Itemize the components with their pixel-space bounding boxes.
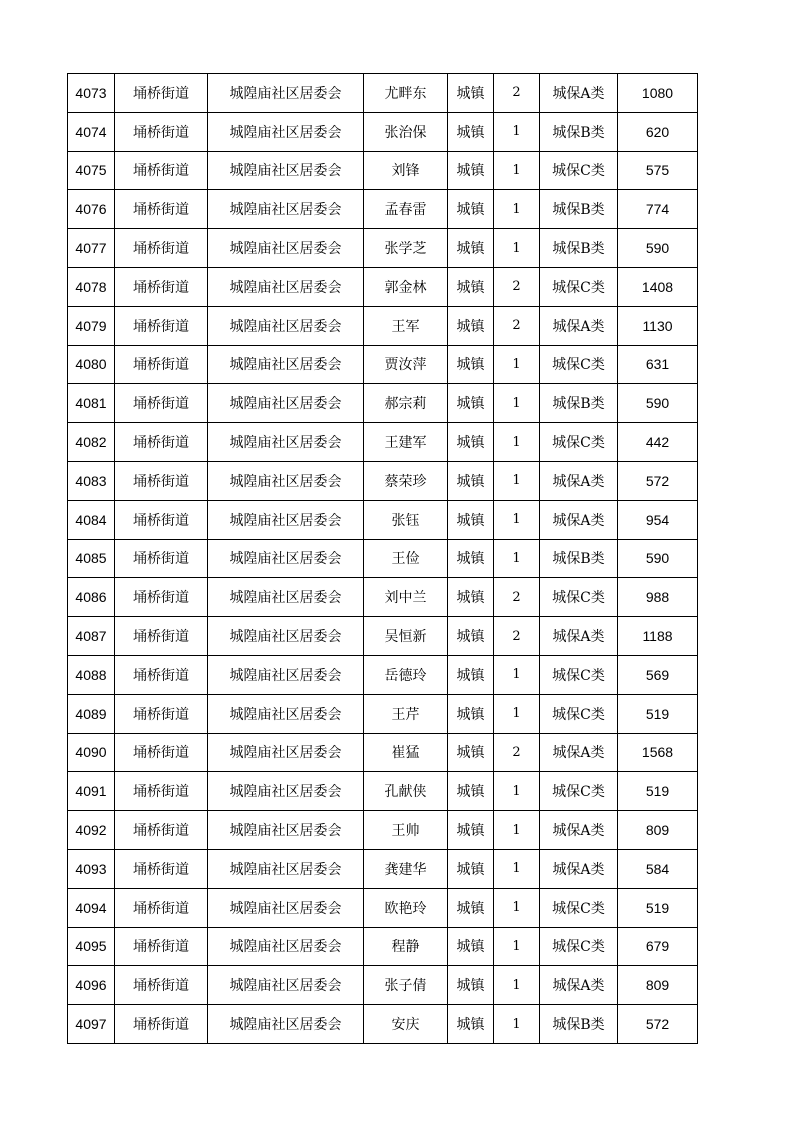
category-cell: 城保C类 [540,927,618,966]
category-cell: 城保A类 [540,617,618,656]
category-cell: 城保B类 [540,190,618,229]
table-row [68,888,698,927]
community-cell: 城隍庙社区居委会 [208,345,364,384]
row-id-cell: 4091 [68,772,115,811]
row-id-cell: 4074 [68,112,115,151]
community-cell: 城隍庙社区居委会 [208,578,364,617]
row-id-cell: 4084 [68,500,115,539]
name-cell: 尤畔东 [364,74,448,113]
household-count-cell: 1 [494,849,540,888]
amount-cell: 631 [618,345,698,384]
row-id-cell: 4081 [68,384,115,423]
area-type-cell: 城镇 [448,849,494,888]
category-cell: 城保A类 [540,74,618,113]
records-table [67,73,698,1044]
amount-cell: 679 [618,927,698,966]
area-type-cell: 城镇 [448,112,494,151]
household-count-cell: 1 [494,966,540,1005]
category-cell: 城保A类 [540,461,618,500]
table-row [68,423,698,462]
area-type-cell: 城镇 [448,384,494,423]
table-row [68,811,698,850]
amount-cell: 774 [618,190,698,229]
street-cell: 埇桥街道 [115,694,208,733]
category-cell: 城保A类 [540,500,618,539]
area-type-cell: 城镇 [448,694,494,733]
street-cell: 埇桥街道 [115,229,208,268]
table-body [68,74,698,1044]
name-cell: 刘中兰 [364,578,448,617]
amount-cell: 572 [618,1005,698,1044]
area-type-cell: 城镇 [448,500,494,539]
table-row [68,74,698,113]
community-cell: 城隍庙社区居委会 [208,306,364,345]
household-count-cell: 1 [494,888,540,927]
row-id-cell: 4078 [68,267,115,306]
household-count-cell: 1 [494,694,540,733]
name-cell: 张治保 [364,112,448,151]
community-cell: 城隍庙社区居委会 [208,927,364,966]
street-cell: 埇桥街道 [115,151,208,190]
area-type-cell: 城镇 [448,229,494,268]
name-cell: 岳德玲 [364,655,448,694]
community-cell: 城隍庙社区居委会 [208,461,364,500]
household-count-cell: 1 [494,461,540,500]
row-id-cell: 4090 [68,733,115,772]
name-cell: 孔献侠 [364,772,448,811]
household-count-cell: 2 [494,578,540,617]
community-cell: 城隍庙社区居委会 [208,655,364,694]
name-cell: 郝宗莉 [364,384,448,423]
table-row [68,927,698,966]
household-count-cell: 1 [494,811,540,850]
community-cell: 城隍庙社区居委会 [208,617,364,656]
area-type-cell: 城镇 [448,345,494,384]
table-row [68,306,698,345]
row-id-cell: 4095 [68,927,115,966]
area-type-cell: 城镇 [448,927,494,966]
community-cell: 城隍庙社区居委会 [208,423,364,462]
street-cell: 埇桥街道 [115,539,208,578]
street-cell: 埇桥街道 [115,345,208,384]
household-count-cell: 2 [494,74,540,113]
household-count-cell: 1 [494,539,540,578]
amount-cell: 584 [618,849,698,888]
household-count-cell: 2 [494,267,540,306]
household-count-cell: 2 [494,733,540,772]
name-cell: 郭金林 [364,267,448,306]
name-cell: 王芹 [364,694,448,733]
community-cell: 城隍庙社区居委会 [208,772,364,811]
amount-cell: 1130 [618,306,698,345]
area-type-cell: 城镇 [448,617,494,656]
household-count-cell: 1 [494,229,540,268]
area-type-cell: 城镇 [448,190,494,229]
area-type-cell: 城镇 [448,74,494,113]
street-cell: 埇桥街道 [115,1005,208,1044]
community-cell: 城隍庙社区居委会 [208,849,364,888]
table-row [68,267,698,306]
area-type-cell: 城镇 [448,267,494,306]
name-cell: 程静 [364,927,448,966]
row-id-cell: 4076 [68,190,115,229]
household-count-cell: 1 [494,423,540,462]
name-cell: 张子倩 [364,966,448,1005]
category-cell: 城保C类 [540,151,618,190]
row-id-cell: 4077 [68,229,115,268]
category-cell: 城保C类 [540,888,618,927]
amount-cell: 1408 [618,267,698,306]
category-cell: 城保B类 [540,384,618,423]
amount-cell: 809 [618,966,698,1005]
table-row [68,617,698,656]
category-cell: 城保C类 [540,655,618,694]
category-cell: 城保A类 [540,849,618,888]
street-cell: 埇桥街道 [115,966,208,1005]
street-cell: 埇桥街道 [115,423,208,462]
community-cell: 城隍庙社区居委会 [208,966,364,1005]
name-cell: 贾汝萍 [364,345,448,384]
category-cell: 城保C类 [540,772,618,811]
amount-cell: 1188 [618,617,698,656]
name-cell: 张钰 [364,500,448,539]
street-cell: 埇桥街道 [115,112,208,151]
area-type-cell: 城镇 [448,539,494,578]
table-row [68,694,698,733]
community-cell: 城隍庙社区居委会 [208,539,364,578]
name-cell: 王俭 [364,539,448,578]
category-cell: 城保A类 [540,733,618,772]
name-cell: 欧艳玲 [364,888,448,927]
row-id-cell: 4073 [68,74,115,113]
category-cell: 城保A类 [540,306,618,345]
amount-cell: 442 [618,423,698,462]
household-count-cell: 1 [494,655,540,694]
household-count-cell: 2 [494,617,540,656]
community-cell: 城隍庙社区居委会 [208,811,364,850]
area-type-cell: 城镇 [448,578,494,617]
amount-cell: 954 [618,500,698,539]
amount-cell: 620 [618,112,698,151]
area-type-cell: 城镇 [448,966,494,1005]
household-count-cell: 2 [494,306,540,345]
area-type-cell: 城镇 [448,306,494,345]
area-type-cell: 城镇 [448,811,494,850]
name-cell: 刘锋 [364,151,448,190]
amount-cell: 1080 [618,74,698,113]
street-cell: 埇桥街道 [115,888,208,927]
amount-cell: 575 [618,151,698,190]
table-row [68,345,698,384]
area-type-cell: 城镇 [448,655,494,694]
name-cell: 王帅 [364,811,448,850]
row-id-cell: 4094 [68,888,115,927]
name-cell: 蔡荣珍 [364,461,448,500]
category-cell: 城保B类 [540,1005,618,1044]
community-cell: 城隍庙社区居委会 [208,1005,364,1044]
area-type-cell: 城镇 [448,772,494,811]
street-cell: 埇桥街道 [115,267,208,306]
category-cell: 城保C类 [540,345,618,384]
row-id-cell: 4093 [68,849,115,888]
row-id-cell: 4085 [68,539,115,578]
household-count-cell: 1 [494,927,540,966]
name-cell: 吴恒新 [364,617,448,656]
category-cell: 城保C类 [540,423,618,462]
table-row [68,190,698,229]
community-cell: 城隍庙社区居委会 [208,733,364,772]
area-type-cell: 城镇 [448,151,494,190]
street-cell: 埇桥街道 [115,655,208,694]
community-cell: 城隍庙社区居委会 [208,888,364,927]
household-count-cell: 1 [494,1005,540,1044]
amount-cell: 569 [618,655,698,694]
community-cell: 城隍庙社区居委会 [208,384,364,423]
category-cell: 城保B类 [540,112,618,151]
community-cell: 城隍庙社区居委会 [208,267,364,306]
category-cell: 城保C类 [540,578,618,617]
table-row [68,229,698,268]
household-count-cell: 1 [494,772,540,811]
community-cell: 城隍庙社区居委会 [208,694,364,733]
street-cell: 埇桥街道 [115,772,208,811]
street-cell: 埇桥街道 [115,617,208,656]
household-count-cell: 1 [494,384,540,423]
household-count-cell: 1 [494,151,540,190]
row-id-cell: 4079 [68,306,115,345]
category-cell: 城保B类 [540,539,618,578]
row-id-cell: 4092 [68,811,115,850]
amount-cell: 572 [618,461,698,500]
amount-cell: 519 [618,694,698,733]
name-cell: 崔猛 [364,733,448,772]
row-id-cell: 4083 [68,461,115,500]
table-row [68,151,698,190]
community-cell: 城隍庙社区居委会 [208,190,364,229]
row-id-cell: 4089 [68,694,115,733]
amount-cell: 988 [618,578,698,617]
community-cell: 城隍庙社区居委会 [208,229,364,268]
name-cell: 王建军 [364,423,448,462]
street-cell: 埇桥街道 [115,733,208,772]
table-row [68,772,698,811]
name-cell: 龚建华 [364,849,448,888]
amount-cell: 519 [618,772,698,811]
row-id-cell: 4080 [68,345,115,384]
area-type-cell: 城镇 [448,423,494,462]
category-cell: 城保B类 [540,229,618,268]
table-row [68,384,698,423]
name-cell: 孟春雷 [364,190,448,229]
community-cell: 城隍庙社区居委会 [208,74,364,113]
street-cell: 埇桥街道 [115,74,208,113]
amount-cell: 809 [618,811,698,850]
amount-cell: 519 [618,888,698,927]
row-id-cell: 4088 [68,655,115,694]
table-row [68,578,698,617]
row-id-cell: 4096 [68,966,115,1005]
amount-cell: 590 [618,384,698,423]
name-cell: 安庆 [364,1005,448,1044]
street-cell: 埇桥街道 [115,578,208,617]
table-row [68,112,698,151]
household-count-cell: 1 [494,345,540,384]
name-cell: 王军 [364,306,448,345]
amount-cell: 590 [618,539,698,578]
table-row [68,733,698,772]
community-cell: 城隍庙社区居委会 [208,500,364,539]
street-cell: 埇桥街道 [115,811,208,850]
household-count-cell: 1 [494,190,540,229]
area-type-cell: 城镇 [448,1005,494,1044]
category-cell: 城保A类 [540,966,618,1005]
amount-cell: 1568 [618,733,698,772]
category-cell: 城保C类 [540,694,618,733]
row-id-cell: 4097 [68,1005,115,1044]
street-cell: 埇桥街道 [115,927,208,966]
household-count-cell: 1 [494,500,540,539]
table-row [68,539,698,578]
amount-cell: 590 [618,229,698,268]
row-id-cell: 4082 [68,423,115,462]
community-cell: 城隍庙社区居委会 [208,151,364,190]
street-cell: 埇桥街道 [115,190,208,229]
street-cell: 埇桥街道 [115,306,208,345]
table-row [68,655,698,694]
name-cell: 张学芝 [364,229,448,268]
table-row [68,966,698,1005]
category-cell: 城保A类 [540,811,618,850]
street-cell: 埇桥街道 [115,384,208,423]
row-id-cell: 4075 [68,151,115,190]
table-row [68,500,698,539]
table-row [68,849,698,888]
community-cell: 城隍庙社区居委会 [208,112,364,151]
household-count-cell: 1 [494,112,540,151]
street-cell: 埇桥街道 [115,849,208,888]
area-type-cell: 城镇 [448,888,494,927]
category-cell: 城保C类 [540,267,618,306]
row-id-cell: 4087 [68,617,115,656]
table-row [68,461,698,500]
area-type-cell: 城镇 [448,733,494,772]
area-type-cell: 城镇 [448,461,494,500]
table-row [68,1005,698,1044]
row-id-cell: 4086 [68,578,115,617]
street-cell: 埇桥街道 [115,461,208,500]
street-cell: 埇桥街道 [115,500,208,539]
